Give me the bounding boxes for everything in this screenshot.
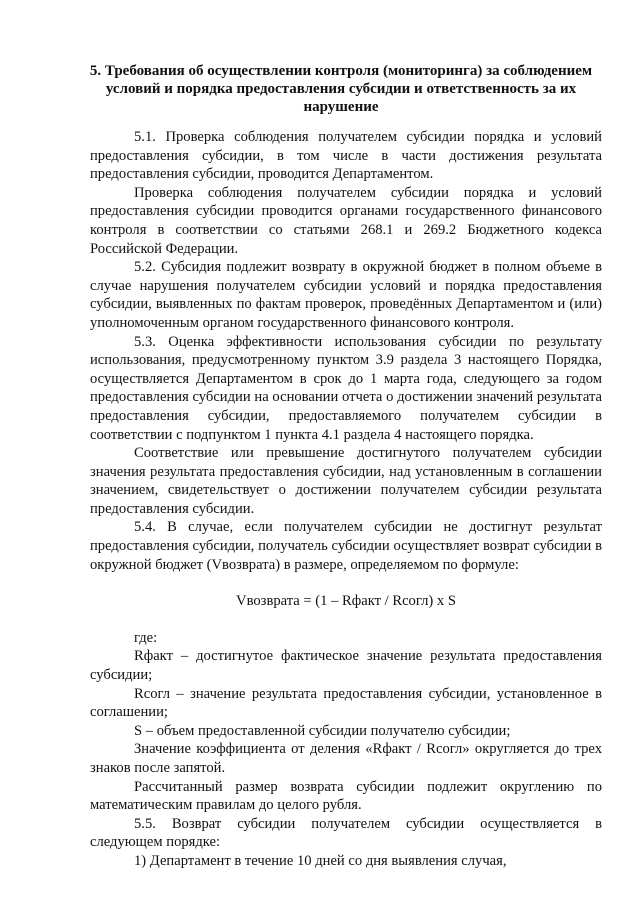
paragraph-control-bodies: Проверка соблюдения получателем субсидии порядка и условий предоставления субсидии проводится органами государственного финансового контроля в соответствии со статьями 268.1 и 269.2 Бюджетного кодекса Российской Федерации. (90, 184, 602, 257)
definition-rsogl: Rсогл – значение результата предоставления субсидии, установленное в соглашении; (90, 685, 602, 721)
paragraph-5-4: 5.4. В случае, если получателем субсидии не достигнут результат предоставления субсидии, получатель субсидии осуществляет возврат субсидии в окружной бюджет (Vвозврата) в размере, определяемом по формуле: (90, 519, 602, 573)
paragraph-rounding-amount: Рассчитанный размер возврата субсидии подлежит округлению по математическим правилам до целого рубля. (90, 778, 602, 814)
paragraph-5-2: 5.2. Субсидия подлежит возврату в окружной бюджет в полном объеме в случае нарушения получателем субсидии условий и порядка предоставления субсидии, выявленных по фактам проверок, проведённых Департаментом и (или) уполномоченным органом государственного финансового контроля. (90, 259, 602, 331)
definition-rfact: Rфакт – достигнутое фактическое значение результата предоставления субсидии; (90, 648, 602, 684)
paragraph-step-1: 1) Департамент в течение 10 дней со дня выявления случая, (134, 852, 507, 869)
paragraph-achievement: Соответствие или превышение достигнутого получателем субсидии значения результата предоставления субсидии, над установленным в соглашении значением, свидетельствует о достижении получателем субсидии результата предоставления субсидии. (90, 445, 602, 517)
section-title: 5. Требования об осуществлении контроля (мониторинга) за соблюдением условий и порядка предоставления субсидии и ответственность за их нарушение (89, 63, 593, 115)
document-body (90, 128, 602, 871)
where-label: где: (134, 629, 158, 646)
definition-s: S – объем предоставленной субсидии получателю субсидии; (134, 722, 511, 739)
paragraph-5-5: 5.5. Возврат субсидии получателем субсидии осуществляется в следующем порядке: (90, 815, 602, 851)
paragraph-rounding-coefficient: Значение коэффициента от деления «Rфакт / Rсогл» округляется до трех знаков после запятой. (90, 741, 602, 776)
paragraph-5-3: 5.3. Оценка эффективности использования субсидии по результату использования, предусмотренному пунктом 3.9 раздела 3 настоящего Порядка, осуществляется Департаментом в срок до 1 марта года, следующего за годом предоставления субсидии на основании отчета о достижении значений результата предоставления субсидии, предоставляемого получателем субсидии в соответствии с подпунктом 1 пункта 4.1 раздела 4 настоящего порядка. (90, 333, 602, 443)
paragraph-5-1: 5.1. Проверка соблюдения получателем субсидии порядка и условий предоставления субсидии, в том числе в части достижения результата предоставления субсидии, проводится Департаментом. (90, 129, 602, 183)
refund-formula: Vвозврата = (1 – Rфакт / Rсогл) x S (236, 593, 456, 610)
